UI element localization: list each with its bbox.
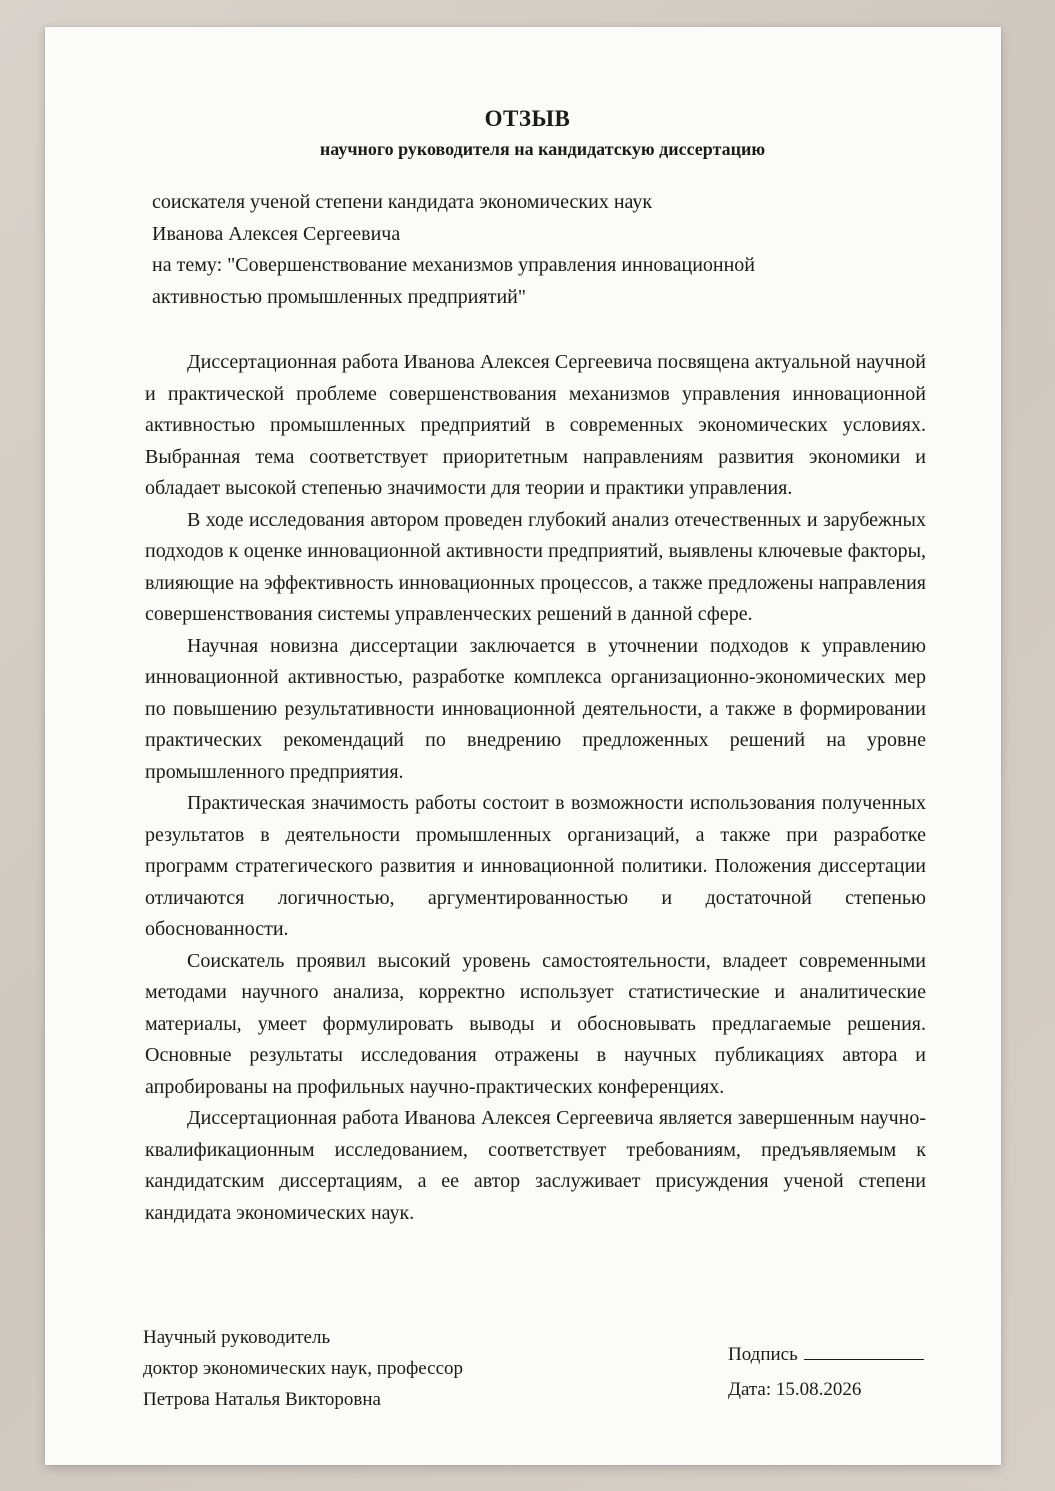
thesis-topic-line-1: на тему: "Совершенствование механизмов управления инновационной (152, 254, 756, 276)
signature-block (728, 1337, 924, 1407)
document-title: ОТЗЫВ (484, 106, 571, 131)
paragraph-novelty: Научная новизна диссертации заключается в уточнении подходов к управлению инновационной активностью, разработке комплекса организационно-экономических мер по повышению результативности инновационной деятельности, а также в формировании практических рекомендаций по внедрению предложенных решений на уровне промышленного предприятия. (145, 634, 926, 783)
signature-label: Подпись (728, 1344, 798, 1365)
paragraph-candidate-qualities: Соискатель проявил высокий уровень самостоятельности, владеет современными методами научного анализа, корректно использует статистические и аналитические материалы, умеет формулировать выводы и обосновывать предлагаемые решения. Основные результаты исследования отражены в научных публикациях автора и апробированы на профильных научно-практических конференциях. (145, 949, 926, 1098)
paragraph-relevance: Диссертационная работа Иванова Алексея Сергеевича посвящена актуальной научной и практической проблеме совершенствования механизмов управления инновационной активностью промышленных предприятий в современных экономических условиях. Выбранная тема соответствует приоритетным направлениям развития экономики и обладает высокой степенью значимости для теории и практики управления. (145, 351, 926, 499)
candidate-name-line: Иванова Алексея Сергеевича (152, 222, 401, 245)
supervisor-role: Научный руководитель (143, 1327, 331, 1348)
document-subtitle: научного руководителя на кандидатскую диссертацию (319, 139, 766, 159)
review-body (145, 347, 926, 1229)
paragraph-analysis: В ходе исследования автором проведен глубокий анализ отечественных и зарубежных подходов к оценке инновационной активности предприятий, выявлены ключевые факторы, влияющие на эффективность инновационных процессов, а также предложены направления совершенствования системы управленческих решений в данной сфере. (145, 508, 926, 625)
paragraph-conclusion: Диссертационная работа Иванова Алексея Сергеевича является завершенным научно-квалификационным исследованием, соответствует требованиям, предъявляемым к кандидатским диссертациям, а ее автор заслуживает присуждения ученой степени кандидата экономических наук. (145, 1107, 926, 1224)
supervisor-block (143, 1322, 463, 1415)
date-label: Дата: 15.08.2026 (728, 1379, 862, 1400)
paragraph-practical-significance: Практическая значимость работы состоит в возможности использования полученных результатов в деятельности промышленных организаций, а также при разработке программ стратегического развития и инновационной политики. Положения диссертации отличаются логичностью, аргументированностью и достаточной степенью обоснованности. (145, 792, 926, 940)
supervisor-name: Петрова Наталья Викторовна (143, 1389, 381, 1410)
signature-line (804, 1345, 924, 1360)
candidate-degree-line: соискателя ученой степени кандидата экономических наук (152, 191, 653, 213)
thesis-topic-line-2: активностью промышленных предприятий" (152, 285, 527, 308)
signature-row (728, 1337, 924, 1372)
candidate-info (152, 187, 912, 313)
supervisor-degree: доктор экономических наук, профессор (143, 1358, 464, 1379)
